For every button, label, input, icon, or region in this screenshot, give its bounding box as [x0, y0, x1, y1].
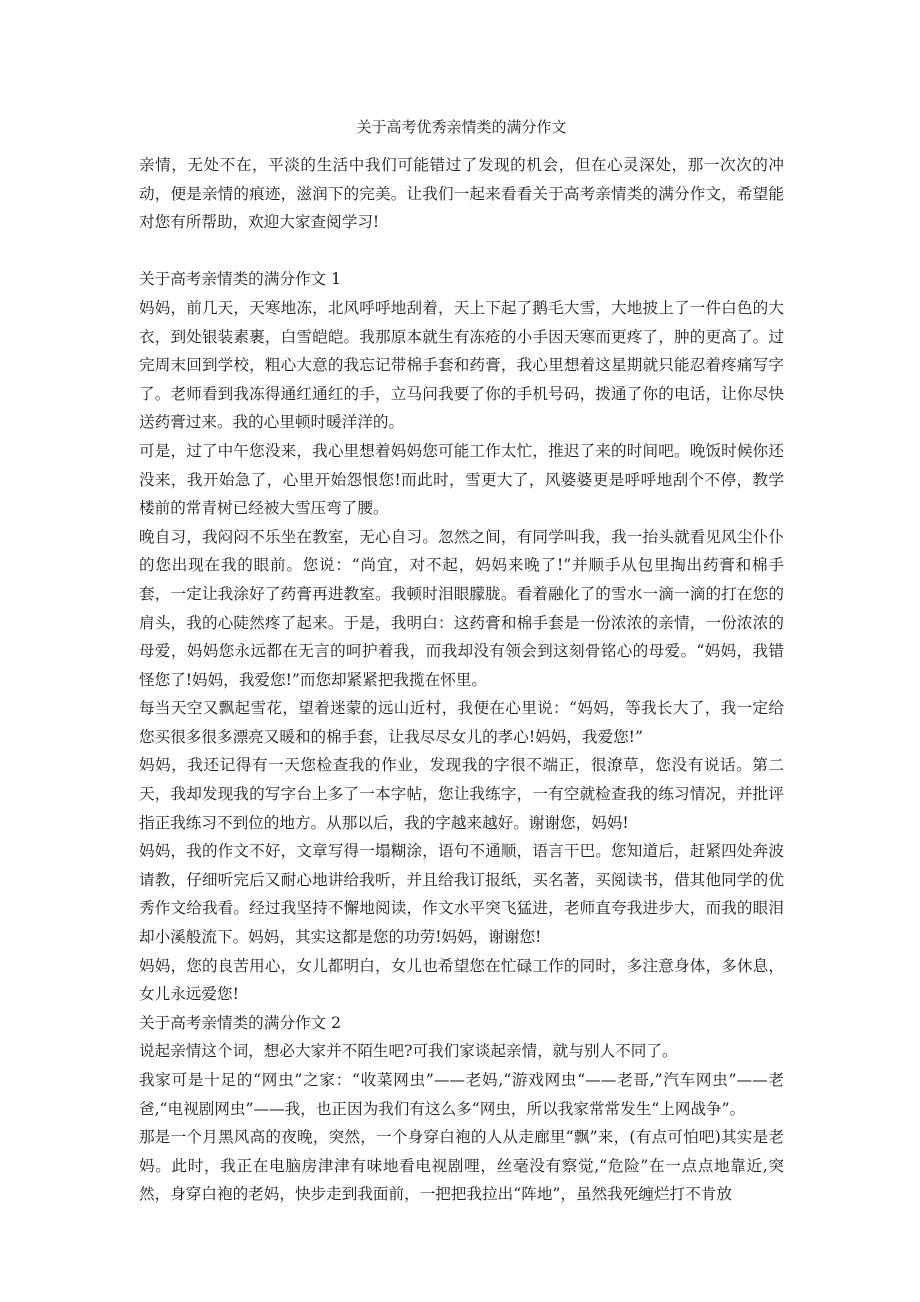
paragraph: 妈妈，前几天，天寒地冻，北风呼呼地刮着，天上下起了鹅毛大雪，大地披上了一件白色的大衣，到处银装素裹，白雪皑皑。我那原本就生有冻疮的小手因天寒而更疼了，肿的更高了。过完周末回到学校，粗心大意的我忘记带棉手套和药膏，我心里想着这星期就只能忍着疼痛写字了。老师看到我冻得通红通红的手，立马问我要了你的手机号码，拨通了你的电话，让你尽快送药膏过来。我的心里顿时暖洋洋的。	[139, 298, 784, 432]
section-heading: 关于高考亲情类的满分作文 2	[139, 1013, 342, 1032]
paragraph: 我家可是十足的“网虫”之家：“收菜网虫”——老妈,“游戏网虫“——老哥,”汽车网虫”——老爸,“电视剧网虫”——我，也正因为我们有这么多“网虫，所以我家常常发生“上网战争”。	[139, 1071, 784, 1118]
paragraph: 可是，过了中午您没来，我心里想着妈妈您可能工作太忙，推迟了来的时间吧。晚饭时候你还没来，我开始急了，心里开始怨恨您!而此时，雪更大了，风婆婆更是呼呼地刮个不停，教学楼前的常青树已经被大雪压弯了腰。	[139, 441, 784, 518]
paragraph: 妈妈，我的作文不好，文章写得一塌糊涂，语句不通顺，语言干巴。您知道后，赶紧四处奔波请教，仔细听完后又耐心地讲给我听，并且给我订报纸，买名著，买阅读书，借其他同学的优秀作文给我看。经过我坚持不懈地阅读，作文水平突飞猛进，老师直夸我进步大，而我的眼泪却小溪般流下。妈妈，其实这都是您的功劳!妈妈，谢谢您!	[139, 842, 784, 947]
paragraph: 那是一个月黑风高的夜晚，突然，一个身穿白袍的人从走廊里“飘”来，(有点可怕吧)其实是老妈。此时，我正在电脑房津津有味地看电视剧哩，丝毫没有察觉,“危险”在一点点地靠近,突然，身穿白袍的老妈，快步走到我面前，一把把我拉出“阵地”，虽然我死缠烂打不肯放	[139, 1128, 784, 1204]
paragraph: 妈妈，您的良苦用心，女儿都明白，女儿也希望您在忙碌工作的同时，多注意身体，多休息，女儿永远爱您!	[139, 956, 784, 1004]
essay-section-2	[139, 1009, 784, 1209]
paragraph: 妈妈，我还记得有一天您检查我的作业，发现我的字很不端正，很潦草，您没有说话。第二天，我却发现我的写字台上多了一本字帖，您让我练字，一有空就检查我的练习情况，并批评指正我练习不到位的地方。从那以后，我的字越来越好。谢谢您，妈妈!	[139, 756, 784, 832]
essay-section-1	[139, 265, 784, 1008]
paragraph: 每当天空又飘起雪花，望着迷蒙的远山近村，我便在心里说：“妈妈，等我长大了，我一定给您买很多很多漂亮又暖和的棉手套，让我尽尽女儿的孝心!妈妈，我爱您!”	[139, 699, 784, 746]
document-title: 关于高考优秀亲情类的满分作文	[356, 118, 567, 136]
section-heading: 关于高考亲情类的满分作文 1	[139, 270, 342, 289]
paragraph: 说起亲情这个词，想必大家并不陌生吧?可我们家谈起亲情，就与别人不同了。	[139, 1042, 678, 1061]
intro-paragraph: 亲情，无处不在，平淡的生活中我们可能错过了发现的机会，但在心灵深处，那一次次的冲动，便是亲情的痕迹，滋润下的完美。让我们一起来看看关于高考亲情类的满分作文，希望能对您有所帮助，欢迎大家查阅学习!	[139, 156, 784, 232]
paragraph: 晚自习，我闷闷不乐坐在教室，无心自习。忽然之间，有同学叫我，我一抬头就看见风尘仆仆的您出现在我的眼前。您说：“尚宜，对不起，妈妈来晚了!”并顺手从包里掏出药膏和棉手套，一定让我涂好了药膏再进教室。我顿时泪眼朦胧。看着融化了的雪水一滴一滴的打在您的肩头，我的心陡然疼了起来。于是，我明白：这药膏和棉手套是一份浓浓的亲情，一份浓浓的母爱，妈妈您永远都在无言的呵护着我，而我却没有领会到这刻骨铭心的母爱。“妈妈，我错怪您了!妈妈，我爱您!”而您却紧紧把我揽在怀里。	[139, 527, 784, 689]
document-page	[139, 113, 784, 1209]
